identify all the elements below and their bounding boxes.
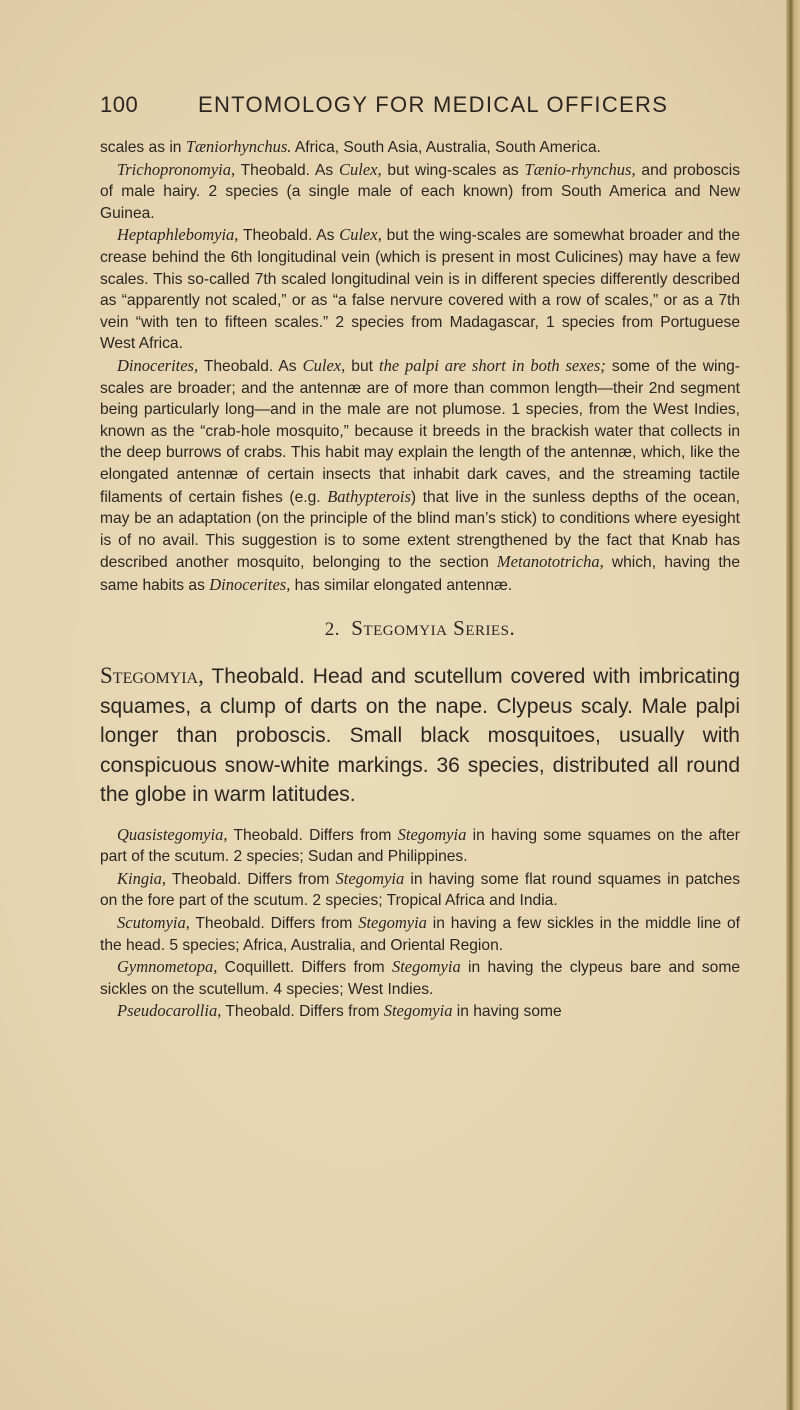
text-run: ) that live in the sunless depths of the ocean, may be an adaptation (on the principle of the blind man’s stick) to conditions where eyesight is of no avail. This suggestion is to some extent strengthened by the fact that Knab has described another mosquito, belonging to the section (100, 488, 740, 572)
italic-term: Tænio-rhynchus, (524, 159, 636, 179)
large-paragraph-lead: Stegomyia, (100, 663, 204, 689)
text-run: scales as in (100, 139, 186, 156)
text-run: Theobald. As (235, 161, 339, 179)
large-paragraph-text: Theobald. Head and scutellum covered with imbricating squames, a clump of darts on the nape. Clypeus scaly. Male palpi longer than proboscis. Small black mosquitoes, usually with conspicuous snow-white markings. 36 species, distributed all round the globe in warm latitudes. (100, 665, 740, 807)
italic-term: Gymnometopa, (117, 957, 218, 977)
text-run: some of the wing-scales are broader; and the antennæ are of more than common length—their 2nd segment being particularly long—and in the male are not plumose. 1 species, from the West Indies, known as the “crab-hole mosquito,” because it breeds in the brackish water that collects in the deep burrows of crabs. This habit may explain the length of the antennæ, which, like the elongated antennæ of certain insects that inhabit dark caves, and the streaming tactile filaments of certain fishes (e.g. (100, 357, 740, 506)
text-run: Theobald. Differs from (221, 1003, 384, 1021)
text-run: and proboscis of male hairy. 2 species (a single male of each known) from South America and New Guinea. (100, 161, 740, 222)
body-text (100, 136, 740, 1023)
section-heading (100, 618, 740, 641)
paragraph (100, 868, 740, 912)
italic-term: Stegomyia (383, 1001, 453, 1021)
paragraph (100, 912, 740, 956)
text-run: Theobald. Differs from (166, 870, 336, 888)
italic-term: Kingia, (117, 868, 167, 888)
italic-term: Bathypterois (327, 486, 411, 506)
italic-term: Trichopronomyia, (117, 159, 236, 179)
italic-term: Tæniorhynchus. (185, 137, 292, 156)
text-run: in having some flat round squames in patches on the fore part of the scutum. 2 species; Tropical Africa and India. (100, 870, 740, 910)
text-run: but wing-scales as (381, 161, 525, 179)
text-run: Coquillett. Differs from (217, 959, 392, 977)
italic-term: the palpi are short in both sexes; (379, 355, 606, 375)
paragraph (100, 824, 740, 868)
text-run: Theobald. As (238, 227, 340, 245)
italic-term: Pseudocarollia, (117, 1001, 222, 1021)
text-run: in having a few sickles in the middle line of the head. 5 species; Africa, Australia, and Oriental Region. (100, 914, 740, 954)
paragraph (100, 956, 740, 1000)
italic-term: Stegomyia (391, 957, 461, 977)
section-title: Stegomyia Series. (351, 616, 516, 641)
page-edge (786, 0, 800, 1410)
text-run: Theobald. Differs from (227, 826, 398, 844)
text-run: has similar elongated antennæ. (290, 576, 513, 594)
page-number: 100 (100, 92, 139, 117)
paragraph (100, 159, 740, 225)
text-run: Theobald. As (198, 357, 303, 375)
italic-term: Scutomyia, (117, 912, 190, 932)
italic-term: Stegomyia (358, 912, 427, 932)
text-run: Theobald. Differs from (189, 914, 359, 932)
large-paragraph (100, 661, 740, 810)
italic-term: Culex, (302, 355, 346, 375)
paragraphs-part-1 (100, 136, 740, 596)
paragraph (100, 136, 740, 159)
section-number: 2. (324, 619, 340, 641)
page-header (100, 92, 740, 118)
italic-term: Stegomyia (397, 824, 467, 844)
paragraph (100, 224, 740, 355)
paragraph (100, 1000, 740, 1023)
italic-term: Dinocerites, (117, 355, 199, 375)
italic-term: Metanototricha, (496, 552, 604, 572)
italic-term: Culex, (338, 159, 382, 179)
italic-term: Stegomyia (335, 868, 405, 888)
italic-term: Dinocerites, (209, 574, 291, 594)
paragraphs-part-2 (100, 824, 740, 1023)
running-head: ENTOMOLOGY FOR MEDICAL OFFICERS (198, 92, 669, 117)
italic-term: Culex, (339, 225, 382, 245)
paragraph (100, 355, 740, 597)
italic-term: Quasistegomyia, (117, 824, 228, 844)
text-run: in having some squames on the after part of the scutum. 2 species; Sudan and Philippines. (100, 826, 741, 866)
text-run: in having some (452, 1003, 562, 1021)
text-run: but (345, 357, 379, 375)
text-run: Africa, South Asia, Australia, South America. (291, 139, 601, 156)
text-run: which, having the same habits as (100, 554, 740, 594)
italic-term: Heptaphlebomyia, (117, 225, 239, 245)
text-run: in having the clypeus bare and some sickles on the scutellum. 4 species; West Indies. (100, 959, 740, 998)
text-run: but the wing-scales are somewhat broader and the crease behind the 6th longitudinal vein (which is present in most Culicines) may have a few scales. This so-called 7th scaled longitudinal vein is in different species differently described as “apparently not scaled,” or as “a false nervure covered with a row of scales,” or as a 7th vein “with ten to fifteen scales.” 2 species from Madagascar, 1 species from Portuguese West Africa. (100, 227, 740, 353)
